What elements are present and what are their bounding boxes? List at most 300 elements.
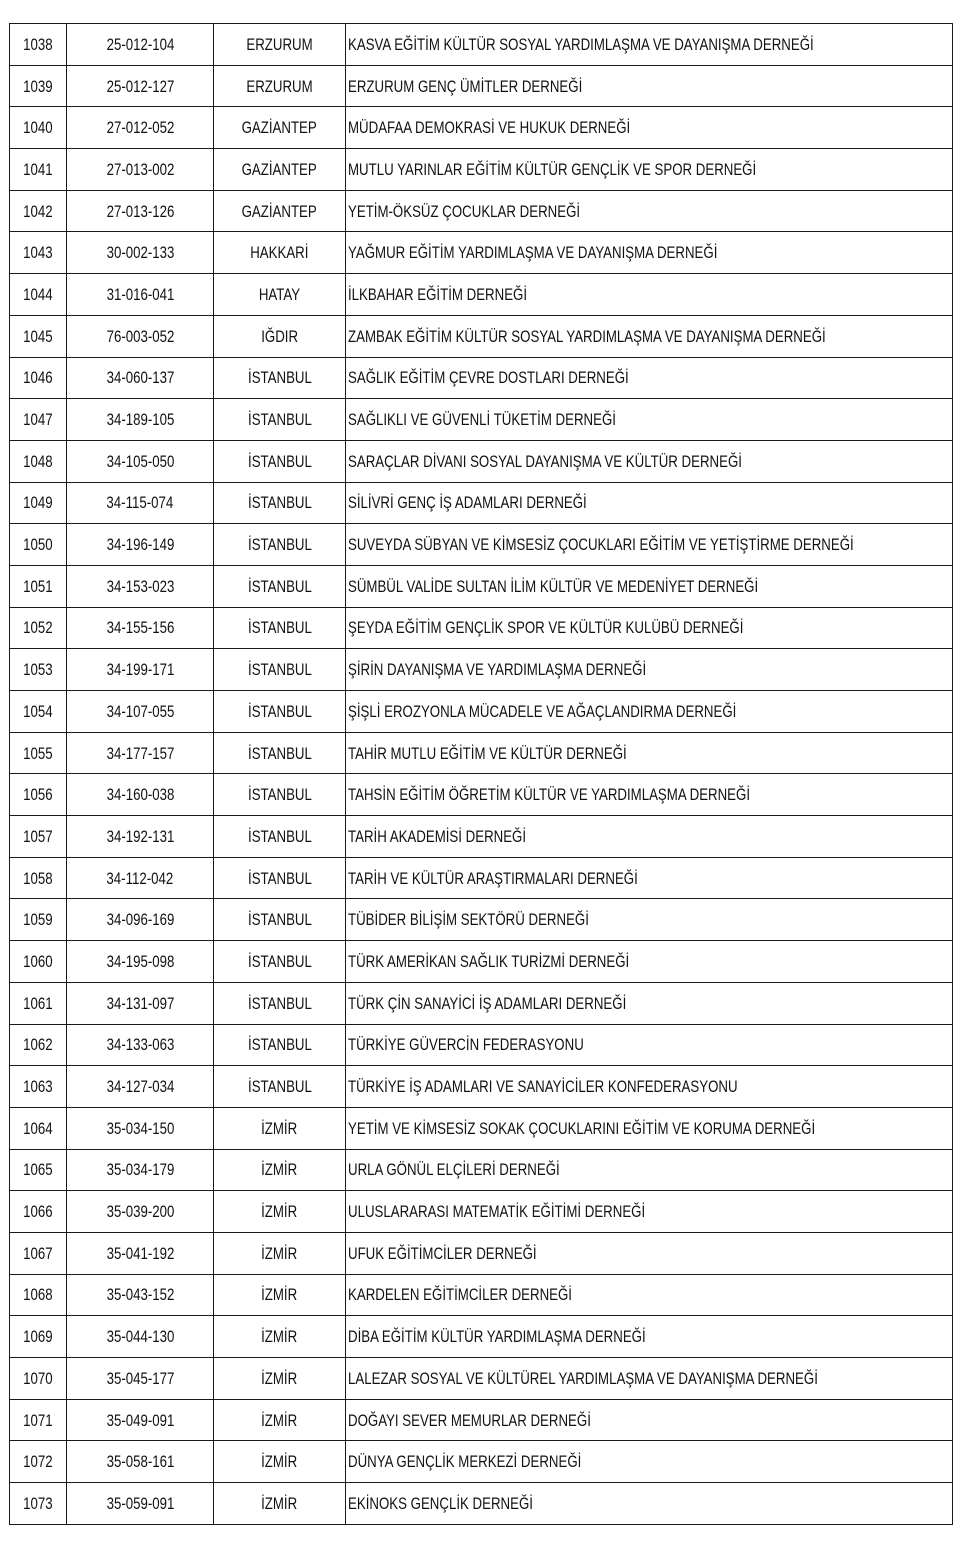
association-name-cell: [346, 774, 953, 816]
registry-code-cell: [67, 691, 214, 733]
registry-code-cell: [67, 440, 214, 482]
registry-code-cell: [67, 399, 214, 441]
registry-code-text: 25-012-127: [106, 76, 174, 96]
registry-code-text: 34-155-156: [106, 618, 174, 638]
registry-code-cell: [67, 732, 214, 774]
association-name-text: TARİH AKADEMİSİ DERNEĞİ: [348, 826, 527, 846]
row-number-text: 1045: [23, 326, 53, 346]
city-text: ERZURUM: [246, 76, 313, 96]
registry-code-cell: [67, 190, 214, 232]
registry-code-cell: [67, 149, 214, 191]
table-row: [10, 607, 953, 649]
city-text: İSTANBUL: [247, 410, 312, 430]
table-row: [10, 1191, 953, 1233]
row-number-cell: [10, 1441, 67, 1483]
row-number-cell: [10, 982, 67, 1024]
city-cell: [214, 732, 346, 774]
registry-code-cell: [67, 1024, 214, 1066]
row-number-text: 1046: [23, 368, 53, 388]
registry-code-cell: [67, 816, 214, 858]
registry-code-text: 34-196-149: [106, 535, 174, 555]
city-cell: [214, 899, 346, 941]
association-name-cell: [346, 1358, 953, 1400]
city-cell: [214, 315, 346, 357]
association-name-cell: [346, 1107, 953, 1149]
association-name-cell: [346, 607, 953, 649]
row-number-text: 1073: [23, 1493, 53, 1513]
row-number-cell: [10, 774, 67, 816]
association-name-text: ŞİŞLİ EROZYONLA MÜCADELE VE AĞAÇLANDIRMA DERNEĞİ: [348, 701, 737, 721]
registry-code-cell: [67, 565, 214, 607]
city-cell: [214, 232, 346, 274]
row-number-cell: [10, 941, 67, 983]
row-number-text: 1068: [23, 1285, 53, 1305]
row-number-cell: [10, 190, 67, 232]
row-number-text: 1038: [23, 34, 53, 54]
association-name-cell: [346, 1274, 953, 1316]
row-number-cell: [10, 274, 67, 316]
city-text: İZMİR: [261, 1202, 298, 1222]
registry-code-cell: [67, 524, 214, 566]
city-cell: [214, 1024, 346, 1066]
row-number-text: 1044: [23, 284, 53, 304]
city-text: GAZİANTEP: [241, 159, 318, 179]
association-name-cell: [346, 982, 953, 1024]
city-cell: [214, 1441, 346, 1483]
registry-code-text: 34-112-042: [106, 868, 174, 888]
association-name-text: TAHSİN EĞİTİM ÖĞRETİM KÜLTÜR VE YARDIMLAŞMA DERNEĞİ: [348, 785, 751, 805]
registry-code-cell: [67, 274, 214, 316]
association-name-text: TARİH VE KÜLTÜR ARAŞTIRMALARI DERNEĞİ: [348, 868, 638, 888]
row-number-text: 1039: [23, 76, 53, 96]
registry-code-text: 34-096-169: [106, 910, 174, 930]
city-cell: [214, 190, 346, 232]
table-row: [10, 1399, 953, 1441]
association-name-cell: [346, 357, 953, 399]
association-name-cell: [346, 440, 953, 482]
city-text: İSTANBUL: [247, 368, 312, 388]
association-name-cell: [346, 1483, 953, 1525]
city-cell: [214, 65, 346, 107]
association-name-cell: [346, 1399, 953, 1441]
row-number-text: 1063: [23, 1077, 53, 1097]
association-name-text: ŞİRİN DAYANIŞMA VE YARDIMLAŞMA DERNEĞİ: [348, 660, 647, 680]
row-number-cell: [10, 1274, 67, 1316]
table-row: [10, 440, 953, 482]
association-name-text: TÜRK ÇİN SANAYİCİ İŞ ADAMLARI DERNEĞİ: [348, 993, 627, 1013]
row-number-cell: [10, 1149, 67, 1191]
association-name-cell: [346, 732, 953, 774]
city-cell: [214, 1149, 346, 1191]
city-cell: [214, 357, 346, 399]
registry-code-cell: [67, 1232, 214, 1274]
city-text: İZMİR: [261, 1243, 298, 1263]
table-row: [10, 649, 953, 691]
association-name-text: SUVEYDA SÜBYAN VE KİMSESİZ ÇOCUKLARI EĞİTİM VE YETİŞTİRME DERNEĞİ: [348, 535, 854, 555]
row-number-cell: [10, 607, 67, 649]
association-name-text: MÜDAFAA DEMOKRASİ VE HUKUK DERNEĞİ: [348, 118, 631, 138]
table-row: [10, 1483, 953, 1525]
association-name-cell: [346, 649, 953, 691]
city-cell: [214, 399, 346, 441]
registry-code-text: 35-034-179: [106, 1160, 174, 1180]
registry-code-cell: [67, 1274, 214, 1316]
table-row: [10, 524, 953, 566]
registry-code-text: 35-059-091: [106, 1493, 174, 1513]
row-number-text: 1048: [23, 451, 53, 471]
table-row: [10, 1441, 953, 1483]
association-name-cell: [346, 24, 953, 66]
row-number-cell: [10, 1066, 67, 1108]
city-cell: [214, 24, 346, 66]
city-cell: [214, 1232, 346, 1274]
city-text: HATAY: [258, 284, 301, 304]
registry-code-cell: [67, 1149, 214, 1191]
association-name-cell: [346, 524, 953, 566]
row-number-text: 1056: [23, 785, 53, 805]
row-number-text: 1064: [23, 1118, 53, 1138]
registry-code-cell: [67, 1316, 214, 1358]
row-number-text: 1051: [23, 576, 53, 596]
city-text: İSTANBUL: [247, 451, 312, 471]
association-name-text: YAĞMUR EĞİTİM YARDIMLAŞMA VE DAYANIŞMA DERNEĞİ: [348, 243, 718, 263]
row-number-text: 1059: [23, 910, 53, 930]
registry-code-text: 34-192-131: [106, 826, 174, 846]
association-name-cell: [346, 274, 953, 316]
city-cell: [214, 816, 346, 858]
city-cell: [214, 482, 346, 524]
city-cell: [214, 982, 346, 1024]
table-row: [10, 399, 953, 441]
city-cell: [214, 440, 346, 482]
registry-code-cell: [67, 1358, 214, 1400]
registry-code-text: 34-105-050: [106, 451, 174, 471]
registry-code-cell: [67, 315, 214, 357]
city-text: İSTANBUL: [247, 910, 312, 930]
city-text: İSTANBUL: [247, 743, 312, 763]
city-text: IĞDIR: [261, 326, 298, 346]
row-number-text: 1050: [23, 535, 53, 555]
registry-code-cell: [67, 107, 214, 149]
city-cell: [214, 1274, 346, 1316]
row-number-text: 1062: [23, 1035, 53, 1055]
row-number-cell: [10, 691, 67, 733]
association-name-text: TÜRKİYE GÜVERCİN FEDERASYONU: [348, 1035, 584, 1055]
city-text: HAKKARİ: [250, 243, 309, 263]
association-name-cell: [346, 1316, 953, 1358]
association-name-cell: [346, 857, 953, 899]
row-number-cell: [10, 149, 67, 191]
city-cell: [214, 524, 346, 566]
table-row: [10, 1107, 953, 1149]
association-name-text: TÜRKİYE İŞ ADAMLARI VE SANAYİCİLER KONFEDERASYONU: [348, 1077, 738, 1097]
registry-code-cell: [67, 774, 214, 816]
association-name-cell: [346, 691, 953, 733]
row-number-text: 1043: [23, 243, 53, 263]
association-name-cell: [346, 232, 953, 274]
association-name-cell: [346, 1066, 953, 1108]
association-name-cell: [346, 1191, 953, 1233]
registry-code-text: 34-131-097: [106, 993, 174, 1013]
row-number-text: 1041: [23, 159, 53, 179]
city-text: İSTANBUL: [247, 826, 312, 846]
registry-code-cell: [67, 357, 214, 399]
row-number-cell: [10, 1191, 67, 1233]
row-number-cell: [10, 482, 67, 524]
registry-code-cell: [67, 941, 214, 983]
city-text: İZMİR: [261, 1160, 298, 1180]
table-row: [10, 1024, 953, 1066]
association-name-text: LALEZAR SOSYAL VE KÜLTÜREL YARDIMLAŞMA VE DAYANIŞMA DERNEĞİ: [348, 1368, 818, 1388]
table-row: [10, 732, 953, 774]
row-number-text: 1072: [23, 1452, 53, 1472]
association-name-text: UFUK EĞİTİMCİLER DERNEĞİ: [348, 1243, 537, 1263]
table-body: [10, 24, 953, 1525]
city-text: İSTANBUL: [247, 1077, 312, 1097]
registry-code-text: 35-049-091: [106, 1410, 174, 1430]
association-name-text: SARAÇLAR DİVANI SOSYAL DAYANIŞMA VE KÜLTÜR DERNEĞİ: [348, 451, 742, 471]
registry-code-text: 27-012-052: [106, 118, 174, 138]
registry-code-text: 25-012-104: [106, 34, 174, 54]
registry-code-cell: [67, 1483, 214, 1525]
row-number-cell: [10, 315, 67, 357]
registry-code-text: 34-107-055: [106, 701, 174, 721]
table-row: [10, 1316, 953, 1358]
row-number-cell: [10, 1316, 67, 1358]
association-name-text: URLA GÖNÜL ELÇİLERİ DERNEĞİ: [348, 1160, 560, 1180]
row-number-cell: [10, 1232, 67, 1274]
row-number-cell: [10, 816, 67, 858]
association-name-cell: [346, 1232, 953, 1274]
registry-code-cell: [67, 1441, 214, 1483]
city-text: İSTANBUL: [247, 535, 312, 555]
registry-code-text: 35-041-192: [106, 1243, 174, 1263]
registry-code-text: 34-133-063: [106, 1035, 174, 1055]
table-row: [10, 24, 953, 66]
table-row: [10, 774, 953, 816]
row-number-text: 1049: [23, 493, 53, 513]
city-text: İZMİR: [261, 1452, 298, 1472]
table-row: [10, 1274, 953, 1316]
row-number-text: 1066: [23, 1202, 53, 1222]
registry-code-text: 35-034-150: [106, 1118, 174, 1138]
association-name-cell: [346, 399, 953, 441]
registry-code-cell: [67, 1191, 214, 1233]
registry-code-cell: [67, 899, 214, 941]
association-name-cell: [346, 1441, 953, 1483]
city-text: İSTANBUL: [247, 660, 312, 680]
row-number-cell: [10, 524, 67, 566]
registry-code-text: 31-016-041: [106, 284, 174, 304]
row-number-text: 1042: [23, 201, 53, 221]
table-row: [10, 482, 953, 524]
registry-code-cell: [67, 857, 214, 899]
row-number-text: 1065: [23, 1160, 53, 1180]
city-text: İSTANBUL: [247, 868, 312, 888]
city-cell: [214, 1191, 346, 1233]
registry-code-cell: [67, 649, 214, 691]
registry-code-text: 35-039-200: [106, 1202, 174, 1222]
association-name-text: DÜNYA GENÇLİK MERKEZİ DERNEĞİ: [348, 1452, 582, 1472]
registry-code-text: 34-160-038: [106, 785, 174, 805]
row-number-text: 1047: [23, 410, 53, 430]
city-cell: [214, 1107, 346, 1149]
association-name-text: SÜMBÜL VALİDE SULTAN İLİM KÜLTÜR VE MEDENİYET DERNEĞİ: [348, 576, 759, 596]
table-row: [10, 982, 953, 1024]
city-text: İZMİR: [261, 1493, 298, 1513]
registry-code-cell: [67, 1399, 214, 1441]
association-name-text: KARDELEN EĞİTİMCİLER DERNEĞİ: [348, 1285, 572, 1305]
row-number-cell: [10, 1024, 67, 1066]
registry-code-text: 35-043-152: [106, 1285, 174, 1305]
city-text: İSTANBUL: [247, 951, 312, 971]
table-row: [10, 315, 953, 357]
row-number-text: 1055: [23, 743, 53, 763]
row-number-cell: [10, 107, 67, 149]
registry-code-cell: [67, 1107, 214, 1149]
city-text: GAZİANTEP: [241, 118, 318, 138]
association-name-cell: [346, 65, 953, 107]
association-name-text: ŞEYDA EĞİTİM GENÇLİK SPOR VE KÜLTÜR KULÜBÜ DERNEĞİ: [348, 618, 744, 638]
row-number-cell: [10, 899, 67, 941]
association-name-text: ZAMBAK EĞİTİM KÜLTÜR SOSYAL YARDIMLAŞMA VE DAYANIŞMA DERNEĞİ: [348, 326, 826, 346]
city-cell: [214, 607, 346, 649]
city-cell: [214, 1316, 346, 1358]
association-name-cell: [346, 899, 953, 941]
city-text: İZMİR: [261, 1410, 298, 1430]
association-name-text: MUTLU YARINLAR EĞİTİM KÜLTÜR GENÇLİK VE SPOR DERNEĞİ: [348, 159, 757, 179]
association-name-text: SAĞLIKLI VE GÜVENLİ TÜKETİM DERNEĞİ: [348, 410, 616, 430]
city-text: İSTANBUL: [247, 993, 312, 1013]
row-number-text: 1069: [23, 1327, 53, 1347]
city-text: İZMİR: [261, 1285, 298, 1305]
city-cell: [214, 274, 346, 316]
registry-code-text: 34-060-137: [106, 368, 174, 388]
table-row: [10, 1066, 953, 1108]
city-text: ERZURUM: [246, 34, 313, 54]
association-name-cell: [346, 1024, 953, 1066]
row-number-cell: [10, 232, 67, 274]
row-number-text: 1071: [23, 1410, 53, 1430]
registry-code-cell: [67, 65, 214, 107]
registry-code-text: 35-044-130: [106, 1327, 174, 1347]
table-row: [10, 190, 953, 232]
row-number-cell: [10, 440, 67, 482]
row-number-cell: [10, 1483, 67, 1525]
registry-code-text: 34-153-023: [106, 576, 174, 596]
city-text: GAZİANTEP: [241, 201, 318, 221]
association-name-text: SİLİVRİ GENÇ İŞ ADAMLARI DERNEĞİ: [348, 493, 587, 513]
row-number-text: 1053: [23, 660, 53, 680]
association-name-text: TAHİR MUTLU EĞİTİM VE KÜLTÜR DERNEĞİ: [348, 743, 627, 763]
city-text: İZMİR: [261, 1118, 298, 1138]
registry-code-text: 30-002-133: [106, 243, 174, 263]
city-cell: [214, 565, 346, 607]
city-cell: [214, 149, 346, 191]
row-number-text: 1040: [23, 118, 53, 138]
registry-code-text: 34-127-034: [106, 1077, 174, 1097]
city-text: İSTANBUL: [247, 576, 312, 596]
city-cell: [214, 691, 346, 733]
registry-code-cell: [67, 607, 214, 649]
city-cell: [214, 1399, 346, 1441]
city-cell: [214, 941, 346, 983]
table-row: [10, 274, 953, 316]
city-text: İSTANBUL: [247, 785, 312, 805]
association-name-cell: [346, 149, 953, 191]
table-row: [10, 941, 953, 983]
city-text: İSTANBUL: [247, 1035, 312, 1055]
table-row: [10, 565, 953, 607]
row-number-cell: [10, 565, 67, 607]
row-number-cell: [10, 1107, 67, 1149]
row-number-cell: [10, 857, 67, 899]
city-text: İSTANBUL: [247, 493, 312, 513]
city-text: İZMİR: [261, 1368, 298, 1388]
row-number-text: 1052: [23, 618, 53, 638]
row-number-text: 1060: [23, 951, 53, 971]
registry-code-text: 34-189-105: [106, 410, 174, 430]
registry-code-cell: [67, 482, 214, 524]
row-number-cell: [10, 399, 67, 441]
registry-code-text: 76-003-052: [106, 326, 174, 346]
table-row: [10, 357, 953, 399]
row-number-cell: [10, 65, 67, 107]
registry-code-text: 27-013-126: [106, 201, 174, 221]
registry-code-cell: [67, 1066, 214, 1108]
registry-code-text: 27-013-002: [106, 159, 174, 179]
row-number-cell: [10, 24, 67, 66]
association-name-text: TÜBİDER BİLİŞİM SEKTÖRÜ DERNEĞİ: [348, 910, 589, 930]
association-name-cell: [346, 941, 953, 983]
association-name-text: DOĞAYI SEVER MEMURLAR DERNEĞİ: [348, 1410, 591, 1430]
city-cell: [214, 774, 346, 816]
city-text: İSTANBUL: [247, 701, 312, 721]
association-table: [9, 23, 953, 1525]
city-text: İSTANBUL: [247, 618, 312, 638]
association-name-text: YETİM-ÖKSÜZ ÇOCUKLAR DERNEĞİ: [348, 201, 581, 221]
association-name-cell: [346, 816, 953, 858]
row-number-cell: [10, 1358, 67, 1400]
association-name-cell: [346, 107, 953, 149]
row-number-text: 1061: [23, 993, 53, 1013]
association-name-text: ULUSLARARASI MATEMATİK EĞİTİMİ DERNEĞİ: [348, 1202, 646, 1222]
table-row: [10, 816, 953, 858]
association-name-text: TÜRK AMERİKAN SAĞLIK TURİZMİ DERNEĞİ: [348, 951, 630, 971]
table-row: [10, 857, 953, 899]
registry-code-cell: [67, 24, 214, 66]
row-number-text: 1070: [23, 1368, 53, 1388]
table-row: [10, 107, 953, 149]
table-row: [10, 1232, 953, 1274]
association-name-text: SAĞLIK EĞİTİM ÇEVRE DOSTLARI DERNEĞİ: [348, 368, 629, 388]
row-number-cell: [10, 649, 67, 691]
city-cell: [214, 1483, 346, 1525]
table-row: [10, 691, 953, 733]
row-number-text: 1067: [23, 1243, 53, 1263]
row-number-cell: [10, 1399, 67, 1441]
registry-code-text: 34-177-157: [106, 743, 174, 763]
table-row: [10, 232, 953, 274]
row-number-cell: [10, 732, 67, 774]
association-name-text: EKİNOKS GENÇLİK DERNEĞİ: [348, 1493, 533, 1513]
registry-code-text: 34-199-171: [106, 660, 174, 680]
registry-code-cell: [67, 232, 214, 274]
city-cell: [214, 857, 346, 899]
association-name-text: İLKBAHAR EĞİTİM DERNEĞİ: [348, 284, 528, 304]
association-name-cell: [346, 315, 953, 357]
association-name-cell: [346, 190, 953, 232]
